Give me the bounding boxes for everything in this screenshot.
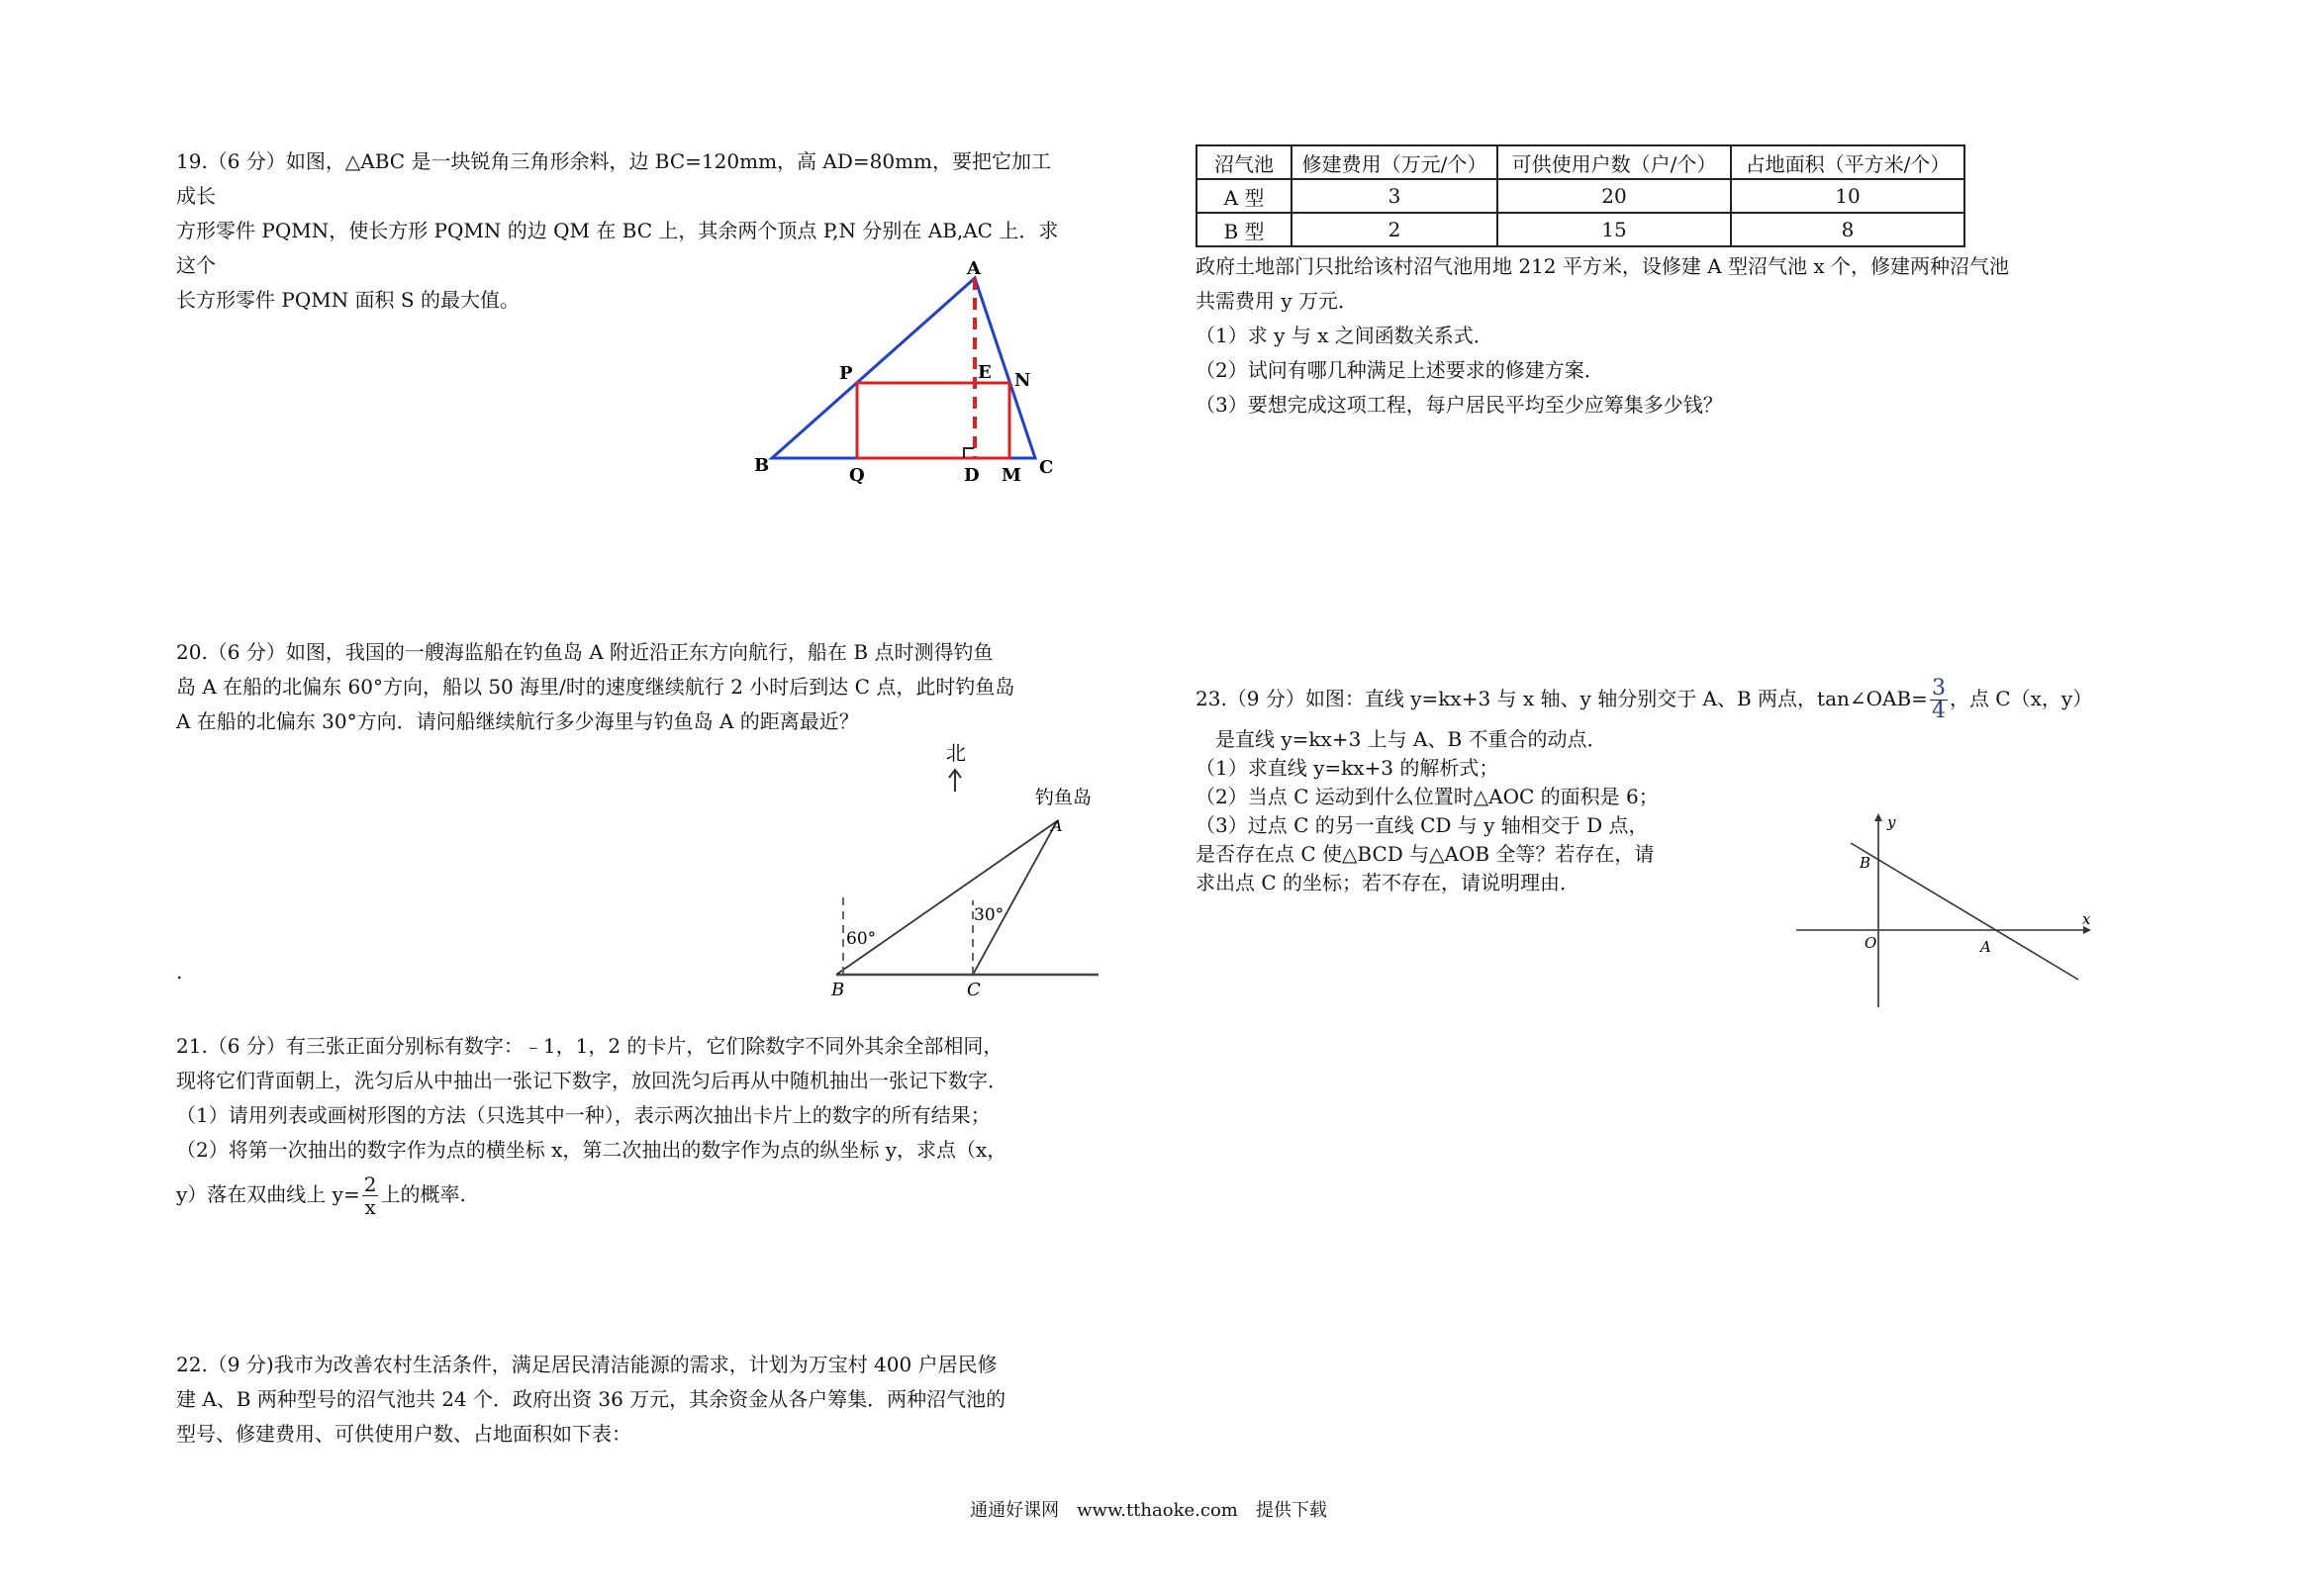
q23-line: 是否存在点 C 使△BCD 与△AOB 全等？若存在，请 — [1196, 842, 1655, 866]
frac-denominator: x — [364, 1195, 376, 1219]
table-row — [1196, 179, 1964, 213]
label-p: P — [839, 363, 853, 384]
q21-last-after: 上的概率. — [380, 1182, 466, 1206]
label-a: A — [1980, 938, 1991, 956]
angle-30-label: 30° — [974, 905, 1005, 925]
q22-after-line: （1）求 y 与 x 之间函数关系式． — [1196, 324, 1493, 347]
q21-line: （2）将第一次抽出的数字作为点的横坐标 x，第二次抽出的数字作为点的纵坐标 y，求点（x， — [176, 1138, 1007, 1162]
label-c: C — [1039, 457, 1054, 478]
q23-line1-before: 23.（9 分）如图：直线 y=kx+3 与 x 轴、y 轴分别交于 A、B 两点，tan∠OAB= — [1196, 687, 1928, 710]
label-c: C — [967, 980, 981, 1000]
line-ab — [1851, 843, 2078, 980]
origin-label: O — [1865, 934, 1877, 952]
table-row — [1196, 213, 1964, 246]
frac-numerator: 2 — [363, 1173, 377, 1196]
label-a: A — [967, 258, 981, 279]
fraction-3-over-4 — [1930, 678, 1948, 722]
axis-label-y: y — [1887, 813, 1896, 831]
q23-coordinate-figure — [1781, 806, 2098, 1009]
label-b: B — [1860, 854, 1871, 872]
label-a: A — [1051, 816, 1063, 835]
table-cell: 8 — [1731, 213, 1964, 246]
question-21 — [176, 1029, 1067, 1218]
q19-line: 方形零件 PQMN，使长方形 PQMN 的边 QM 在 BC 上，其余两个顶点 P,N 分别在 AB,AC 上．求这个 — [176, 219, 1059, 277]
angle-60-label: 60° — [846, 929, 877, 949]
y-axis-arrow-icon — [1874, 813, 1882, 821]
frac-denominator: 4 — [1931, 699, 1946, 723]
q20-line: 20.（6 分）如图，我国的一艘海监船在钓鱼岛 A 附近沿正东方向航行，船在 B 点时测得钓鱼 — [176, 640, 994, 664]
label-d: D — [964, 465, 980, 486]
q21-last-before: y）落在双曲线上 y= — [176, 1182, 360, 1206]
question-22 — [176, 1348, 1067, 1452]
q20-line: 岛 A 在船的北偏东 60°方向，船以 50 海里/时的速度继续航行 2 小时后到达 C 点，此时钓鱼岛 — [176, 675, 1015, 699]
table-cell: 15 — [1497, 213, 1731, 246]
q23-line: （3）过点 C 的另一直线 CD 与 y 轴相交于 D 点， — [1196, 813, 1649, 837]
q23-line: （2）当点 C 运动到什么位置时△AOC 的面积是 6； — [1196, 785, 1659, 808]
q22-after-line: （2）试问有哪几种满足上述要求的修建方案． — [1196, 358, 1604, 382]
q20-line: A 在船的北偏东 30°方向．请问船继续航行多少海里与钓鱼岛 A 的距离最近？ — [176, 709, 859, 733]
q22-after-line: 政府土地部门只批给该村沼气池用地 212 平方米，设修建 A 型沼气池 x 个，修建两种沼气池 — [1196, 254, 2010, 278]
frac-numerator: 3 — [1931, 676, 1946, 701]
question-20 — [176, 635, 1067, 739]
table-cell: A 型 — [1196, 179, 1292, 213]
table-header-row — [1196, 145, 1964, 179]
q21-line: 21.（6 分）有三张正面分别标有数字：﹣1，1，2 的卡片，它们除数字不同外其余全部相同， — [176, 1034, 1004, 1058]
table-cell: 2 — [1292, 213, 1497, 246]
rectangle-pqmn — [857, 383, 1009, 458]
q19-line: 19.（6 分）如图，△ABC 是一块锐角三角形余料，边 BC=120mm，高 AD=80mm，要把它加工成长 — [176, 149, 1052, 208]
north-label: 北 — [946, 741, 966, 765]
q19-line: 长方形零件 PQMN 面积 S 的最大值。 — [176, 288, 520, 312]
q22-after-line: （3）要想完成这项工程，每户居民平均至少应筹集多少钱？ — [1196, 393, 1723, 417]
stray-dot: . — [176, 960, 183, 984]
q23-line1 — [1196, 677, 2106, 722]
q23-line: 是直线 y=kx+3 上与 A、B 不重合的动点． — [1196, 727, 1607, 751]
q23-line1-after: ，点 C（x，y） — [1949, 687, 2093, 710]
q21-last-line — [176, 1174, 1067, 1218]
q22-line: 建 A、B 两种型号的沼气池共 24 个．政府出资 36 万元，其余资金从各户筹集．两种沼气池的 — [176, 1387, 1006, 1411]
axis-label-x: x — [2082, 910, 2091, 928]
table-header: 占地面积（平方米/个） — [1731, 145, 1964, 179]
table-header: 沼气池 — [1196, 145, 1292, 179]
label-n: N — [1014, 370, 1031, 391]
label-e: E — [978, 362, 992, 383]
label-b: B — [754, 455, 770, 476]
biogas-pool-table — [1196, 144, 1965, 247]
fraction-2-over-x — [362, 1174, 379, 1218]
question-22-continued — [1196, 249, 2086, 422]
table-cell: 10 — [1731, 179, 1964, 213]
q23-line: 求出点 C 的坐标；若不存在，请说明理由． — [1196, 871, 1580, 894]
table-cell: 20 — [1497, 179, 1731, 213]
table-cell: B 型 — [1196, 213, 1292, 246]
label-q: Q — [849, 465, 865, 486]
table-header: 可供使用户数（户/个） — [1497, 145, 1731, 179]
line-ca — [973, 821, 1057, 975]
q20-navigation-figure — [821, 732, 1108, 1004]
line-ba — [836, 821, 1057, 975]
q21-line: （1）请用列表或画树形图的方法（只选其中一种），表示两次抽出卡片上的数字的所有结果； — [176, 1103, 991, 1127]
q19-triangle-figure — [742, 252, 1079, 490]
q22-line: 22.（9 分)我市为改善农村生活条件，满足居民清洁能源的需求，计划为万宝村 400 户居民修 — [176, 1353, 998, 1376]
question-23-parts — [1196, 725, 1750, 897]
q22-after-line: 共需费用 y 万元． — [1196, 289, 1359, 313]
q22-line: 型号、修建费用、可供使用户数、占地面积如下表： — [176, 1422, 631, 1446]
page-footer: 通通好课网 www.tthaoke.com 提供下载 — [970, 1500, 1327, 1521]
label-m: M — [1002, 465, 1021, 486]
q21-line: 现将它们背面朝上，洗匀后从中抽出一张记下数字，放回洗匀后再从中随机抽出一张记下数字． — [176, 1069, 1007, 1092]
triangle-abc — [772, 278, 1035, 458]
table-cell: 3 — [1292, 179, 1497, 213]
table-header: 修建费用（万元/个） — [1292, 145, 1497, 179]
q23-line: （1）求直线 y=kx+3 的解析式； — [1196, 756, 1499, 780]
question-23 — [1196, 677, 2106, 722]
island-label: 钓鱼岛 — [1035, 787, 1093, 808]
label-b: B — [831, 980, 845, 1000]
